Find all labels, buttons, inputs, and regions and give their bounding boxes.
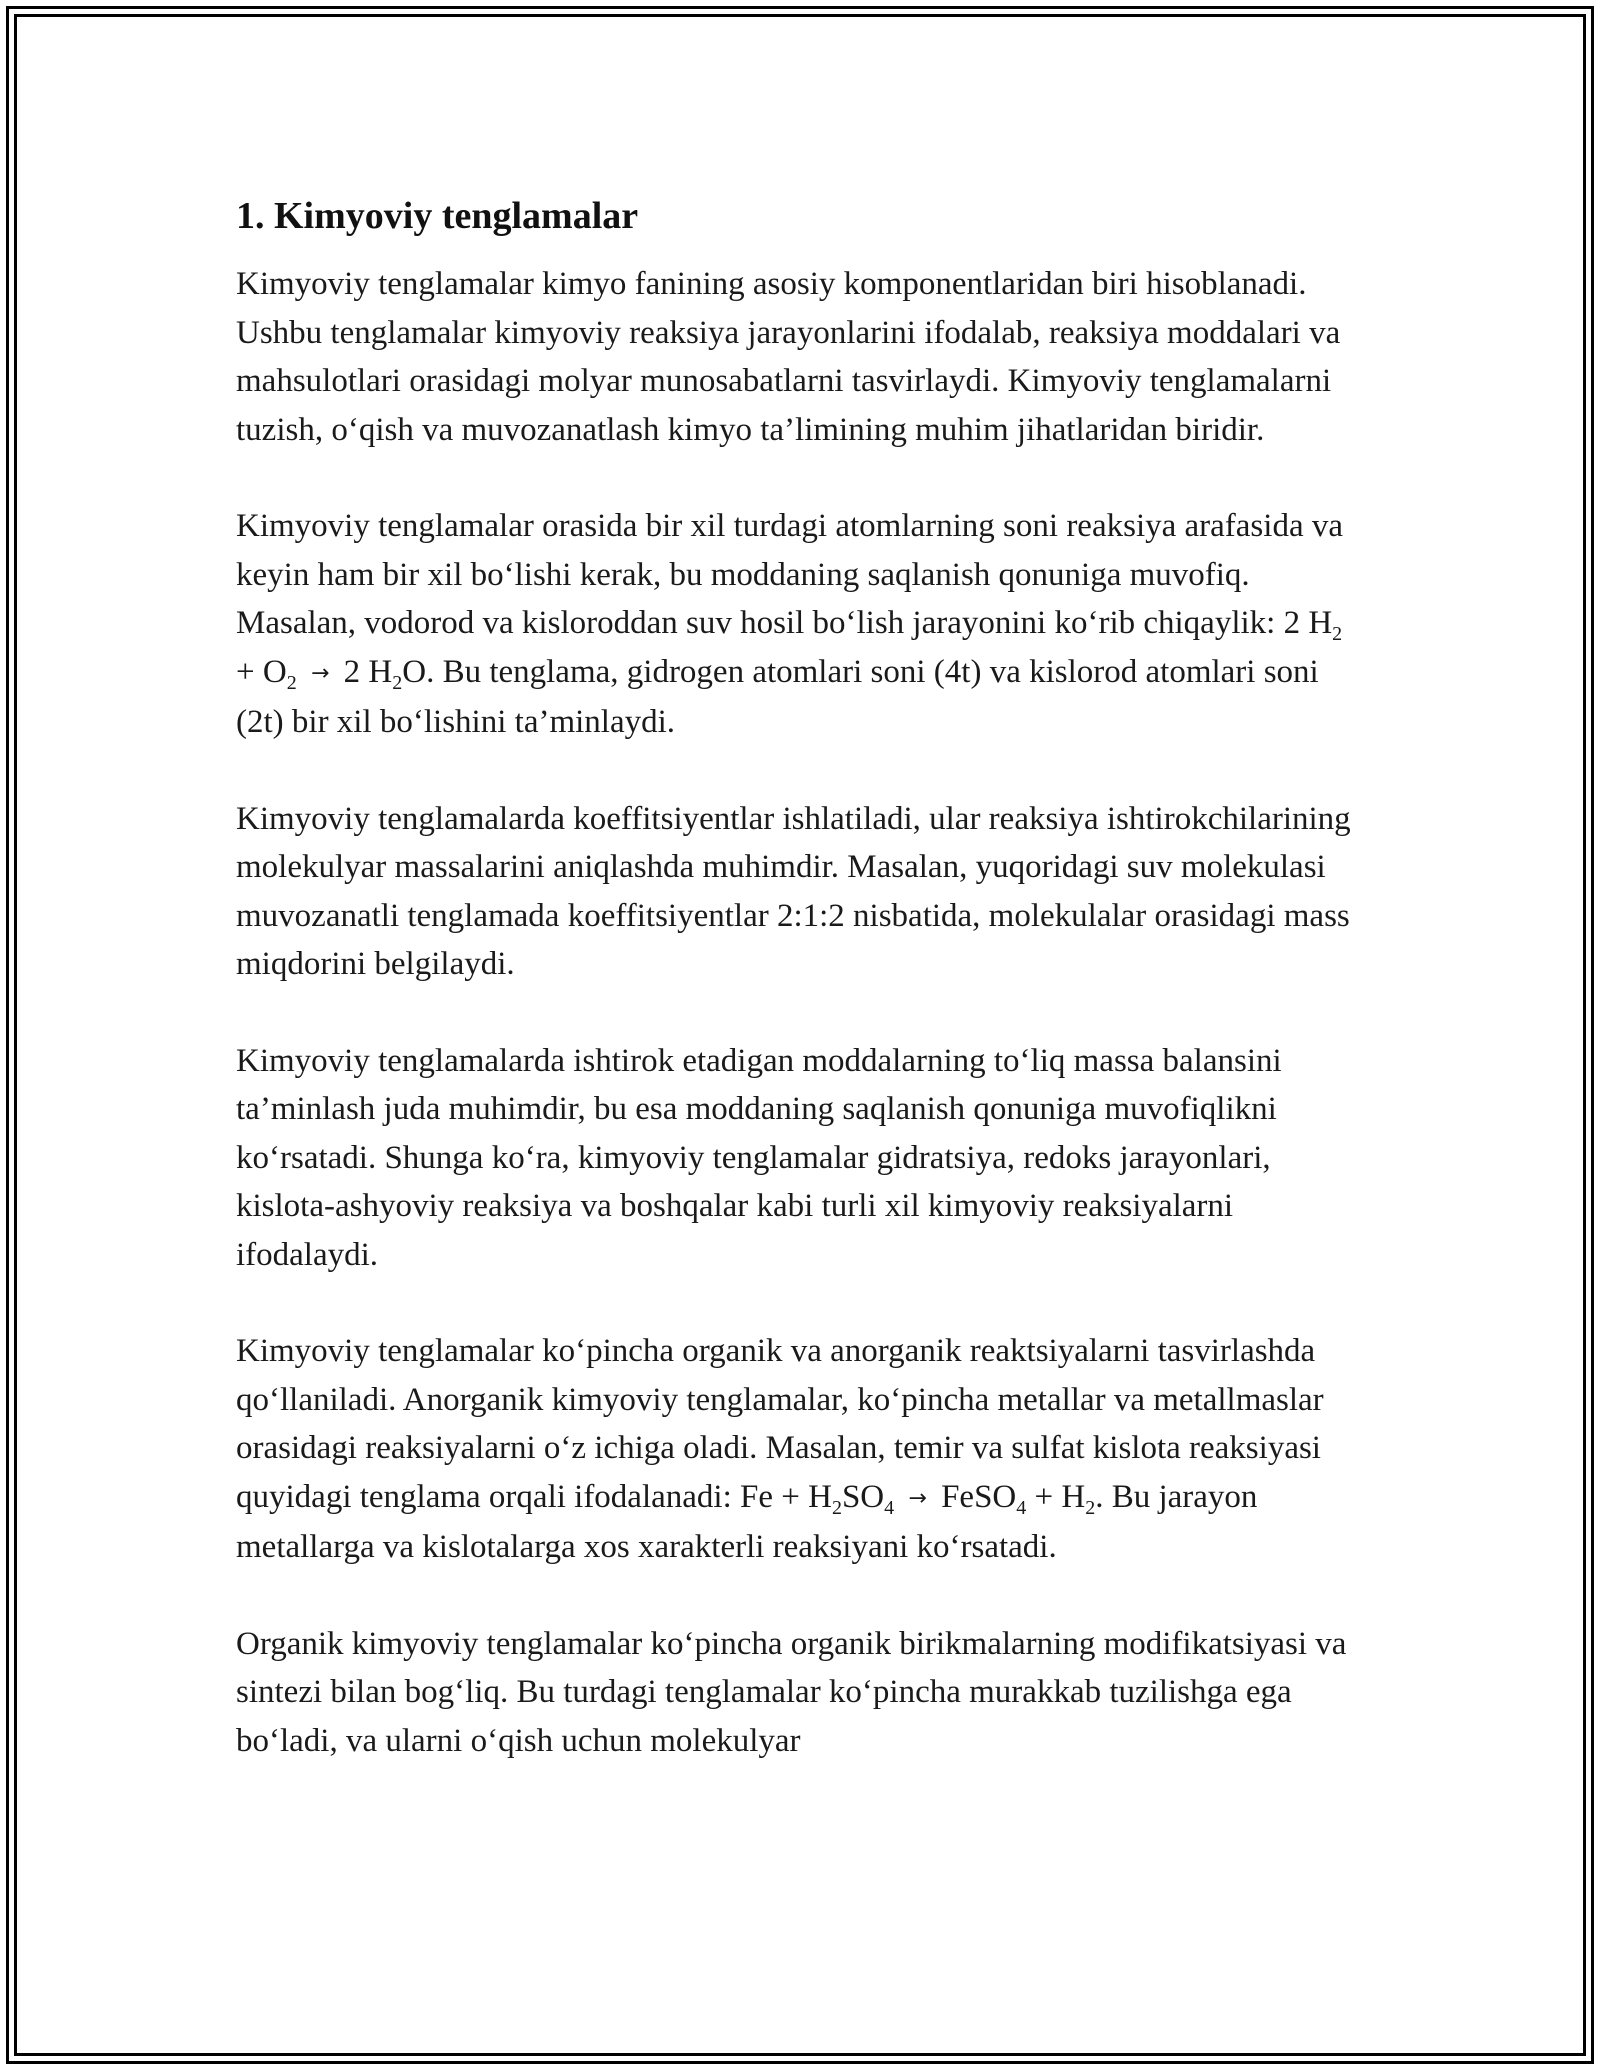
p2-text-mid1: + O [236,653,287,690]
paragraph-intro: Kimyoviy tenglamalar kimyo fanining asosiy komponentlaridan biri hisoblanadi. Ushbu tenglamalar kimyoviy reaksiya jarayonlarini ifodalab, reaksiya moddalari va mahsulotlari orasidagi molyar munosabatlarni tasvirlaydi. Kimyoviy tenglamalarni tuzish, o‘qish va muvozanatlash kimyo ta’limining muhim jihatlaridan biridir. [236,266,1341,448]
p5-text-mid1: SO [841,1478,885,1515]
p5-subscript-2: 4 [884,1496,895,1519]
p5-text-mid2: FeSO [932,1478,1017,1515]
paragraph-organic: Organik kimyoviy tenglamalar ko‘pincha organik birikmalarning modifikatsiyasi va sintezi bilan bog‘liq. Bu turdagi tenglamalar ko‘pincha murakkab tuzilishga ega bo‘ladi, va ularni o‘qish uchun molekulyar [236,1625,1347,1759]
reaction-arrow-icon: → [908,1485,927,1511]
p2-text-after: O. Bu tenglama, gidrogen atomlari soni (4t) va kislorod atomlari soni (2t) bir xil bo‘lishini ta’minlaydi. [236,653,1319,740]
reaction-arrow-icon: → [310,660,330,686]
p5-text-after: . Bu jarayon metallarga va kislotalarga xos xarakterli reaksiyani ko‘rsatadi. [236,1478,1258,1565]
document-page [236,186,1366,1813]
paragraph-coefficients: Kimyoviy tenglamalarda koeffitsiyentlar ishlatiladi, ular reaksiya ishtirokchilarining molekulyar massalarini aniqlashda muhimdir. Masalan, yuqoridagi suv molekulasi muvozanatli tenglamada koeffitsiyentlar 2:1:2 nisbatida, molekulalar orasidagi mass miqdorini belgilaydi. [236,800,1351,982]
p2-text-before: Kimyoviy tenglamalar orasida bir xil turdagi atomlarning soni reaksiya arafasida va keyin ham bir xil bo‘lishi kerak, bu moddaning saqlanish qonuniga muvofiq. Masalan, vodorod va kisloroddan suv hosil bo‘lish jarayonini ko‘rib chiqaylik: 2 H [236,508,1343,641]
p2-subscript-3: 2 [392,671,403,694]
paragraph-water-equation [236,502,1366,747]
p2-subscript-1: 2 [1332,623,1343,645]
p5-subscript-4: 2 [1085,1496,1096,1519]
section-heading: 1. Kimyoviy tenglamalar [236,195,639,237]
paragraph-inorganic-equation [236,1327,1366,1572]
paragraph-mass-balance: Kimyoviy tenglamalarda ishtirok etadigan moddalarning to‘liq massa balansini ta’minlash juda muhimdir, bu esa moddaning saqlanish qonuniga muvofiqlikni ko‘rsatadi. Shunga ko‘ra, kimyoviy tenglamalar gidratsiya, redoks jarayonlari, kislota-ashyoviy reaksiya va boshqalar kabi turli xil kimyoviy reaksiyalarni ifodalaydi. [236,1042,1282,1273]
p5-subscript-3: 4 [1016,1496,1027,1519]
p5-subscript-1: 2 [831,1496,842,1519]
p5-text-mid3: + H [1026,1478,1086,1515]
p5-text-before: Kimyoviy tenglamalar ko‘pincha organik va anorganik reaktsiyalarni tasvirlashda qo‘llaniladi. Anorganik kimyoviy tenglamalar, ko‘pincha metallar va metallmaslar orasidagi reaksiyalarni o‘z ichiga oladi. Masalan, temir va sulfat kislota reaksiyasi quyidagi tenglama orqali ifodalanadi: Fe + H [236,1333,1324,1515]
p2-text-mid2: 2 H [335,653,393,690]
p2-subscript-2: 2 [286,671,297,694]
